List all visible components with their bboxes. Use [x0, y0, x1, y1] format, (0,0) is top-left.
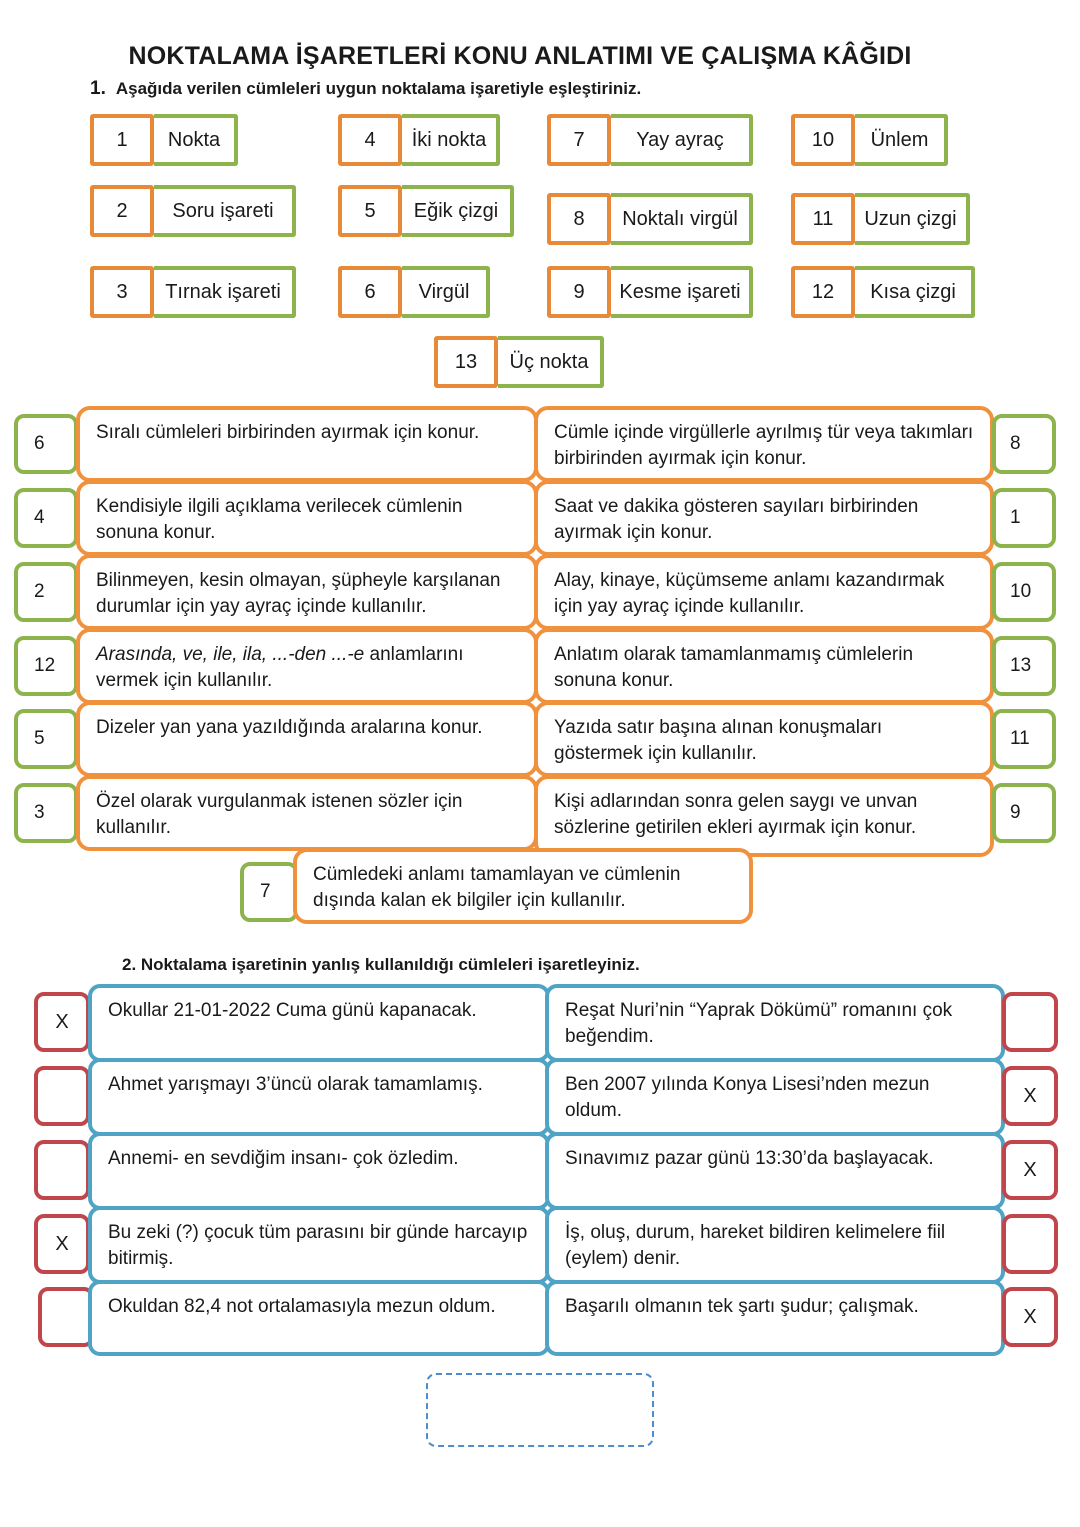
checkbox-right[interactable]: X — [1002, 1287, 1058, 1347]
legend-item — [338, 114, 500, 166]
legend-item — [90, 114, 238, 166]
legend-item — [338, 266, 490, 318]
legend-item — [791, 266, 975, 318]
matching-text-left: Kendisiyle ilgili açıklama verilecek cümlenin sonuna konur. — [76, 480, 538, 556]
sentence-left: Bu zeki (?) çocuk tüm parasını bir günde harcayıp bitirmiş. — [88, 1206, 550, 1284]
legend-name: Soru işareti — [154, 185, 296, 237]
matching-text-right: Cümle içinde virgüllerle ayrılmış tür veya takımları birbirinden ayırmak için konur. — [534, 406, 994, 482]
legend-item — [547, 114, 753, 166]
legend-name: Ünlem — [855, 114, 948, 166]
answer-box-extra[interactable]: 7 — [240, 862, 298, 922]
legend-item — [90, 266, 296, 318]
legend-name: Uzun çizgi — [855, 193, 970, 245]
legend-item — [791, 193, 970, 245]
legend-name: Yay ayraç — [611, 114, 753, 166]
dashed-placeholder-box — [426, 1373, 654, 1447]
legend-name: Kesme işareti — [611, 266, 753, 318]
legend-number: 13 — [434, 336, 498, 388]
sentence-left: Okullar 21-01-2022 Cuma günü kapanacak. — [88, 984, 550, 1062]
legend-name: Eğik çizgi — [402, 185, 514, 237]
matching-text-right: Kişi adlarından sonra gelen saygı ve unvan sözlerine getirilen ekleri ayırmak için konur. — [534, 775, 994, 857]
checkbox-left[interactable] — [38, 1287, 94, 1347]
legend-name: Kısa çizgi — [855, 266, 975, 318]
checkbox-left[interactable]: X — [34, 1214, 90, 1274]
sentence-right: Ben 2007 yılında Konya Lisesi’nden mezun oldum. — [545, 1058, 1005, 1136]
legend-item — [434, 336, 604, 388]
legend-number: 8 — [547, 193, 611, 245]
answer-box-left[interactable]: 6 — [14, 414, 78, 474]
sentence-right: Sınavımız pazar günü 13:30’da başlayacak. — [545, 1132, 1005, 1210]
legend-name: Virgül — [402, 266, 490, 318]
question-2: 2. Noktalama işaretinin yanlış kullanıldığı cümleleri işaretleyiniz. — [122, 955, 640, 974]
answer-box-left[interactable]: 4 — [14, 488, 78, 548]
answer-box-left[interactable]: 3 — [14, 783, 78, 843]
legend-item — [90, 185, 296, 237]
sentence-left: Ahmet yarışmayı 3’üncü olarak tamamlamış. — [88, 1058, 550, 1136]
legend-item — [338, 185, 514, 237]
answer-box-left[interactable]: 2 — [14, 562, 78, 622]
legend-number: 12 — [791, 266, 855, 318]
answer-box-right[interactable]: 13 — [992, 636, 1056, 696]
question-1 — [90, 78, 641, 100]
legend-number: 1 — [90, 114, 154, 166]
matching-text-rest: anlamlarını vermek için kullanılır. — [96, 644, 464, 691]
question-1-text: Aşağıda verilen cümleleri uygun noktalama işaretiyle eşleştiriniz. — [115, 79, 642, 98]
answer-box-right[interactable]: 10 — [992, 562, 1056, 622]
legend-name: Tırnak işareti — [154, 266, 296, 318]
matching-text-right: Alay, kinaye, küçümseme anlamı kazandırmak için yay ayraç içinde kullanılır. — [534, 554, 994, 630]
legend-name: Üç nokta — [498, 336, 604, 388]
matching-text-italic: Arasında, ve, ile, ila, ...-den ...-e — [96, 644, 365, 665]
sentence-right: İş, oluş, durum, hareket bildiren kelimelere fiil (eylem) denir. — [545, 1206, 1005, 1284]
checkbox-right[interactable]: X — [1002, 1140, 1058, 1200]
legend-item — [547, 266, 753, 318]
sentence-left: Okuldan 82,4 not ortalamasıyla mezun oldum. — [88, 1280, 550, 1356]
matching-text-left: Dizeler yan yana yazıldığında aralarına konur. — [76, 701, 538, 777]
legend-number: 3 — [90, 266, 154, 318]
legend-number: 7 — [547, 114, 611, 166]
answer-box-right[interactable]: 9 — [992, 783, 1056, 843]
matching-text-left: Özel olarak vurgulanmak istenen sözler için kullanılır. — [76, 775, 538, 851]
checkbox-right[interactable]: X — [1002, 1066, 1058, 1126]
sentence-right: Reşat Nuri’nin “Yaprak Dökümü” romanını çok beğendim. — [545, 984, 1005, 1062]
answer-box-left[interactable]: 5 — [14, 709, 78, 769]
matching-text-left — [76, 628, 538, 704]
legend-number: 2 — [90, 185, 154, 237]
answer-box-left[interactable]: 12 — [14, 636, 78, 696]
matching-text-right: Saat ve dakika gösteren sayıları birbirinden ayırmak için konur. — [534, 480, 994, 556]
legend-number: 10 — [791, 114, 855, 166]
legend-number: 4 — [338, 114, 402, 166]
matching-text-right: Anlatım olarak tamamlanmamış cümlelerin sonuna konur. — [534, 628, 994, 704]
matching-text-right: Yazıda satır başına alınan konuşmaları göstermek için kullanılır. — [534, 701, 994, 777]
legend-number: 5 — [338, 185, 402, 237]
checkbox-left[interactable]: X — [34, 992, 90, 1052]
legend-name: Nokta — [154, 114, 238, 166]
legend-number: 6 — [338, 266, 402, 318]
question-1-number: 1. — [90, 78, 106, 99]
checkbox-right[interactable] — [1002, 1214, 1058, 1274]
legend-name: Noktalı virgül — [611, 193, 753, 245]
answer-box-right[interactable]: 11 — [992, 709, 1056, 769]
sentence-left: Annemi- en sevdiğim insanı- çok özledim. — [88, 1132, 550, 1210]
checkbox-left[interactable] — [34, 1066, 90, 1126]
answer-box-right[interactable]: 1 — [992, 488, 1056, 548]
matching-text-left: Bilinmeyen, kesin olmayan, şüpheyle karşılanan durumlar için yay ayraç içinde kullanılır. — [76, 554, 538, 630]
matching-text-left: Sıralı cümleleri birbirinden ayırmak için konur. — [76, 406, 538, 482]
matching-text-extra: Cümledeki anlamı tamamlayan ve cümlenin dışında kalan ek bilgiler için kullanılır. — [293, 848, 753, 924]
legend-item — [547, 193, 753, 245]
checkbox-left[interactable] — [34, 1140, 90, 1200]
sentence-right: Başarılı olmanın tek şartı şudur; çalışmak. — [545, 1280, 1005, 1356]
page-title: NOKTALAMA İŞARETLERİ KONU ANLATIMI VE ÇALIŞMA KÂĞIDI — [128, 42, 912, 70]
checkbox-right[interactable] — [1002, 992, 1058, 1052]
answer-box-right[interactable]: 8 — [992, 414, 1056, 474]
legend-number: 9 — [547, 266, 611, 318]
legend-item — [791, 114, 948, 166]
legend-name: İki nokta — [402, 114, 500, 166]
legend-number: 11 — [791, 193, 855, 245]
